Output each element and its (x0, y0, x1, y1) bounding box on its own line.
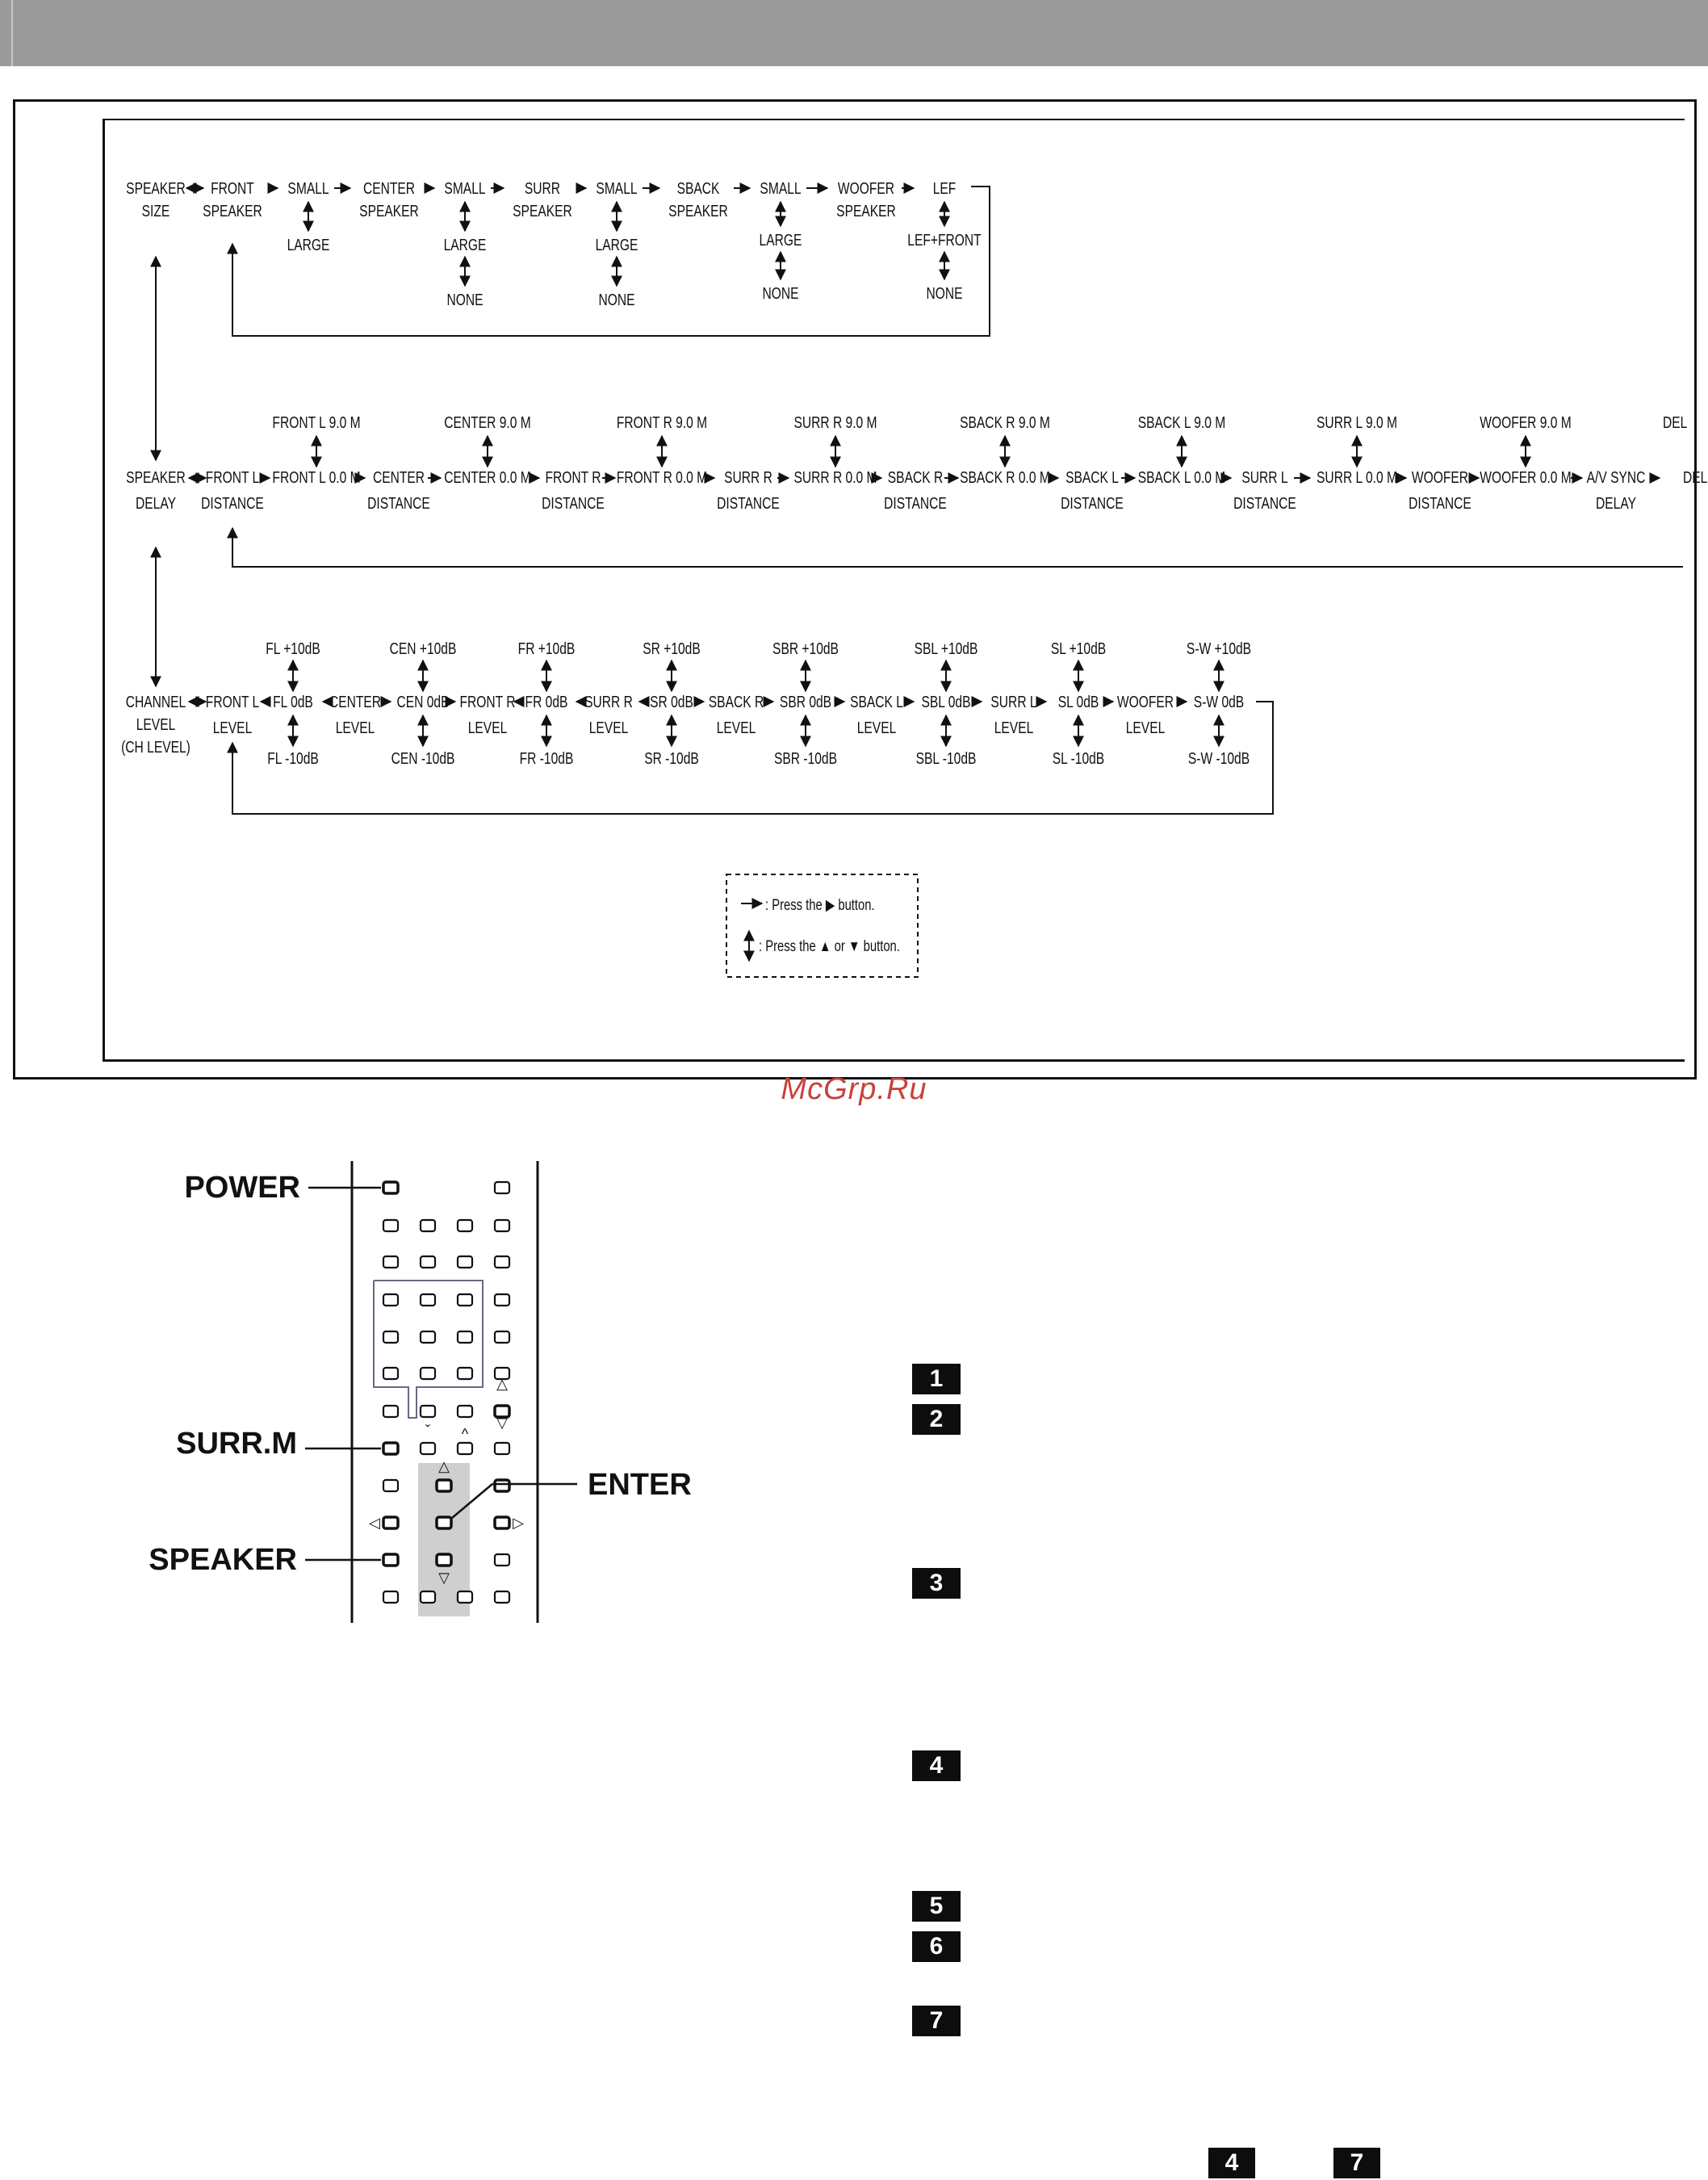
remote-button[interactable] (383, 1368, 398, 1379)
remote-button[interactable] (495, 1443, 509, 1454)
chain-item-value: DEL (1683, 468, 1708, 487)
chain-item-name: DISTANCE (884, 494, 947, 513)
remote-button[interactable] (421, 1256, 435, 1268)
chain-item-name: FRONT (211, 179, 254, 198)
chain-option-value: SBACK L 9.0 M (1137, 413, 1226, 432)
chain-option-value: SR +10dB (643, 639, 701, 658)
chain-item-value: FL 0dB (273, 693, 313, 711)
triangle-up-icon: △ (496, 1376, 508, 1392)
chain-item-name: LEVEL (856, 719, 897, 737)
step-marker-6: 6 (912, 1931, 961, 1962)
chain-item-name: FRONT R (459, 693, 516, 711)
chain-item-name: LEVEL (467, 719, 508, 737)
chain-item-name: SBACK (676, 179, 720, 198)
step-marker-4: 4 (912, 1750, 961, 1781)
chain-item-value: SR 0dB (650, 693, 693, 711)
chain-option-value: FR -10dB (519, 749, 574, 768)
chain-item-name: LEVEL (1125, 719, 1166, 737)
chain-item-value: LEF (932, 179, 957, 198)
remote-button[interactable] (458, 1220, 472, 1231)
remote-button[interactable] (495, 1331, 509, 1343)
triangle-down-icon: ▽ (496, 1415, 508, 1431)
setup-flowchart (0, 0, 1708, 1082)
cursor-right-button[interactable] (495, 1517, 509, 1528)
chain-item-value: SMALL (596, 179, 638, 198)
chain-item-name: SPEAKER (836, 202, 896, 220)
remote-button[interactable] (458, 1294, 472, 1306)
chain-item-value: FRONT L 0.0 M (272, 468, 361, 487)
remote-button[interactable] (383, 1220, 398, 1231)
chain-item-value: FR 0dB (525, 693, 568, 711)
chain-option-value: S-W +10dB (1186, 639, 1252, 658)
row-label-speaker-size: SPEAKER (126, 179, 186, 198)
chain-item-name: SPEAKER (513, 202, 572, 220)
chain-option-value: DEL (1663, 413, 1688, 432)
chevron-down-icon: ˇ (425, 1423, 430, 1439)
chain-option-value: CEN -10dB (391, 749, 455, 768)
chain-item-name: SURR L (990, 693, 1037, 711)
chain-option-value: SBR +10dB (772, 639, 839, 658)
triangle-up-icon: △ (438, 1458, 450, 1474)
chain-option-value: SL -10dB (1052, 749, 1105, 768)
remote-button[interactable] (495, 1256, 509, 1268)
remote-button[interactable] (458, 1256, 472, 1268)
triangle-right-icon: ▷ (513, 1515, 524, 1531)
chain-option-value: SURR L 9.0 M (1317, 413, 1397, 432)
chain-option-value: FL -10dB (267, 749, 319, 768)
chain-item-value: SBL 0dB (921, 693, 971, 711)
chain-item-name: FRONT L (205, 468, 260, 487)
remote-button[interactable] (495, 1591, 509, 1603)
chain-item-value: SBR 0dB (779, 693, 832, 711)
cursor-down-button[interactable] (437, 1554, 451, 1566)
chain-option-value: WOOFER 9.0 M (1480, 413, 1572, 432)
chain-item-name: DELAY (1596, 494, 1636, 513)
chain-option-value: LARGE (287, 236, 330, 254)
remote-button[interactable] (421, 1331, 435, 1343)
chain-item-name: SURR R (724, 468, 772, 487)
row-label-speaker-size: SIZE (141, 202, 170, 220)
chain-item-name: SURR (524, 179, 561, 198)
chain-item-value: SMALL (444, 179, 486, 198)
chain-option-value: SBACK R 9.0 M (960, 413, 1050, 432)
reference-step-4: 4 (1208, 2148, 1255, 2178)
chain-option-value: NONE (762, 284, 799, 303)
chain-item-value: SURR R 0.0 M (793, 468, 877, 487)
chain-item-name: LEVEL (588, 719, 629, 737)
step-marker-1: 1 (912, 1364, 961, 1394)
remote-button[interactable] (383, 1480, 398, 1491)
chain-item-name: CENTER (329, 693, 382, 711)
chain-item-name: WOOFER (1411, 468, 1469, 487)
chain-item-value: SMALL (760, 179, 802, 198)
remote-button[interactable] (421, 1220, 435, 1231)
legend-box (726, 874, 918, 977)
remote-control-illustration (121, 1147, 848, 1631)
remote-button[interactable] (495, 1220, 509, 1231)
chain-option-value: SL +10dB (1050, 639, 1107, 658)
remote-button[interactable] (495, 1554, 509, 1566)
chain-item-name: DISTANCE (1233, 494, 1296, 513)
chain-item-name: CENTER (372, 468, 425, 487)
speaker-button[interactable] (383, 1554, 398, 1566)
chain-option-value: LARGE (759, 231, 802, 249)
chain-item-name: SPEAKER (668, 202, 728, 220)
chain-item-value: SL 0dB (1057, 693, 1099, 711)
chain-option-value: FRONT R 9.0 M (616, 413, 708, 432)
chain-option-value: S-W -10dB (1187, 749, 1250, 768)
chain-item-name: SBACK R (887, 468, 944, 487)
chain-item-name: DISTANCE (201, 494, 264, 513)
chain-item-value: SMALL (287, 179, 329, 198)
chain-option-value: SURR R 9.0 M (793, 413, 877, 432)
chain-item-name: FRONT R (545, 468, 601, 487)
remote-button[interactable] (458, 1368, 472, 1379)
speaker-callout: SPEAKER (149, 1543, 297, 1577)
chain-item-name: DISTANCE (1409, 494, 1471, 513)
remote-button[interactable] (495, 1182, 509, 1193)
chain-option-value: CEN +10dB (389, 639, 457, 658)
step-marker-3: 3 (912, 1568, 961, 1599)
chain-option-value: SR -10dB (644, 749, 699, 768)
remote-button[interactable] (383, 1331, 398, 1343)
chain-item-name: SPEAKER (359, 202, 419, 220)
chain-item-value: FRONT R 0.0 M (616, 468, 708, 487)
chain-option-value: LEF+FRONT (907, 231, 982, 249)
chain-item-name: LEVEL (716, 719, 756, 737)
row-label-channel-level: (CH LEVEL) (121, 738, 190, 757)
cursor-left-button[interactable] (383, 1517, 398, 1528)
row-label-speaker-delay: DELAY (136, 494, 176, 513)
step-marker-7: 7 (912, 2006, 961, 2036)
legend-right-text: : Press the ▶ button. (764, 896, 875, 914)
remote-button[interactable] (458, 1443, 472, 1454)
row-label-speaker-delay: SPEAKER (126, 468, 186, 487)
chain-item-name: LEVEL (335, 719, 375, 737)
chain-item-name: A/V SYNC (1586, 468, 1646, 487)
enter-button[interactable] (437, 1517, 451, 1528)
surr-m-callout: SURR.M (176, 1427, 297, 1461)
remote-button[interactable] (458, 1591, 472, 1603)
reference-step-7: 7 (1333, 2148, 1380, 2178)
return-loop (232, 528, 1683, 567)
chain-item-value: WOOFER 0.0 M (1480, 468, 1572, 487)
remote-button[interactable] (421, 1406, 435, 1417)
chevron-up-icon: ^ (461, 1426, 469, 1442)
chain-item-name: DISTANCE (542, 494, 605, 513)
chain-item-name: SBACK L (850, 693, 903, 711)
chain-option-value: NONE (446, 291, 484, 309)
remote-button[interactable] (383, 1256, 398, 1268)
chain-option-value: NONE (926, 284, 963, 303)
remote-button[interactable] (383, 1406, 398, 1417)
chain-item-name: WOOFER (837, 179, 895, 198)
triangle-left-icon: ◁ (369, 1515, 380, 1531)
step-marker-2: 2 (912, 1404, 961, 1435)
legend-updown-text: : Press the ▲ or ▼ button. (759, 937, 900, 955)
remote-button[interactable] (458, 1331, 472, 1343)
watermark: McGrp.Ru (781, 1072, 927, 1106)
triangle-down-icon: ▽ (438, 1570, 450, 1586)
chain-item-name: DISTANCE (367, 494, 430, 513)
remote-button[interactable] (383, 1294, 398, 1306)
chain-item-name: SPEAKER (203, 202, 262, 220)
chain-option-value: SBL -10dB (915, 749, 977, 768)
remote-button[interactable] (421, 1368, 435, 1379)
enter-callout: ENTER (588, 1468, 692, 1502)
chain-item-value: SURR L 0.0 M (1317, 468, 1397, 487)
step-marker-5: 5 (912, 1891, 961, 1922)
chain-option-value: SBL +10dB (914, 639, 978, 658)
chain-item-name: SURR R (584, 693, 633, 711)
remote-button[interactable] (421, 1443, 435, 1454)
chain-item-name: CENTER (362, 179, 416, 198)
chain-item-name: SURR L (1241, 468, 1288, 487)
chain-option-value: FR +10dB (517, 639, 576, 658)
remote-button[interactable] (495, 1480, 509, 1491)
remote-button[interactable] (421, 1294, 435, 1306)
chain-item-name: LEVEL (994, 719, 1034, 737)
chain-item-name: SBACK R (708, 693, 764, 711)
chain-item-value: CEN 0dB (396, 693, 450, 711)
chain-option-value: LARGE (443, 236, 487, 254)
chain-option-value: FRONT L 9.0 M (272, 413, 361, 432)
chain-item-value: S-W 0dB (1193, 693, 1245, 711)
chain-item-value: SBACK R 0.0 M (960, 468, 1050, 487)
row-label-channel-level: LEVEL (136, 715, 176, 734)
power-button[interactable] (383, 1182, 398, 1193)
chain-item-name: SBACK L (1065, 468, 1119, 487)
chain-option-value: LARGE (595, 236, 638, 254)
remote-button[interactable] (495, 1294, 509, 1306)
remote-button[interactable] (421, 1591, 435, 1603)
chain-item-value: CENTER 0.0 M (444, 468, 531, 487)
row-label-channel-level: CHANNEL (125, 693, 186, 711)
chain-item-name: LEVEL (212, 719, 253, 737)
power-callout: POWER (184, 1171, 300, 1205)
chain-option-value: NONE (598, 291, 635, 309)
surr-m-button[interactable] (383, 1443, 398, 1454)
chain-option-value: SBR -10dB (774, 749, 837, 768)
remote-button[interactable] (458, 1406, 472, 1417)
chain-item-name: DISTANCE (1061, 494, 1124, 513)
chain-item-name: WOOFER (1116, 693, 1174, 711)
chain-item-name: DISTANCE (717, 494, 780, 513)
chain-option-value: FL +10dB (266, 639, 320, 658)
chain-item-value: SBACK L 0.0 M (1137, 468, 1226, 487)
chain-option-value: CENTER 9.0 M (444, 413, 531, 432)
chain-item-name: FRONT L (205, 693, 260, 711)
remote-button[interactable] (383, 1591, 398, 1603)
cursor-up-button[interactable] (437, 1480, 451, 1491)
